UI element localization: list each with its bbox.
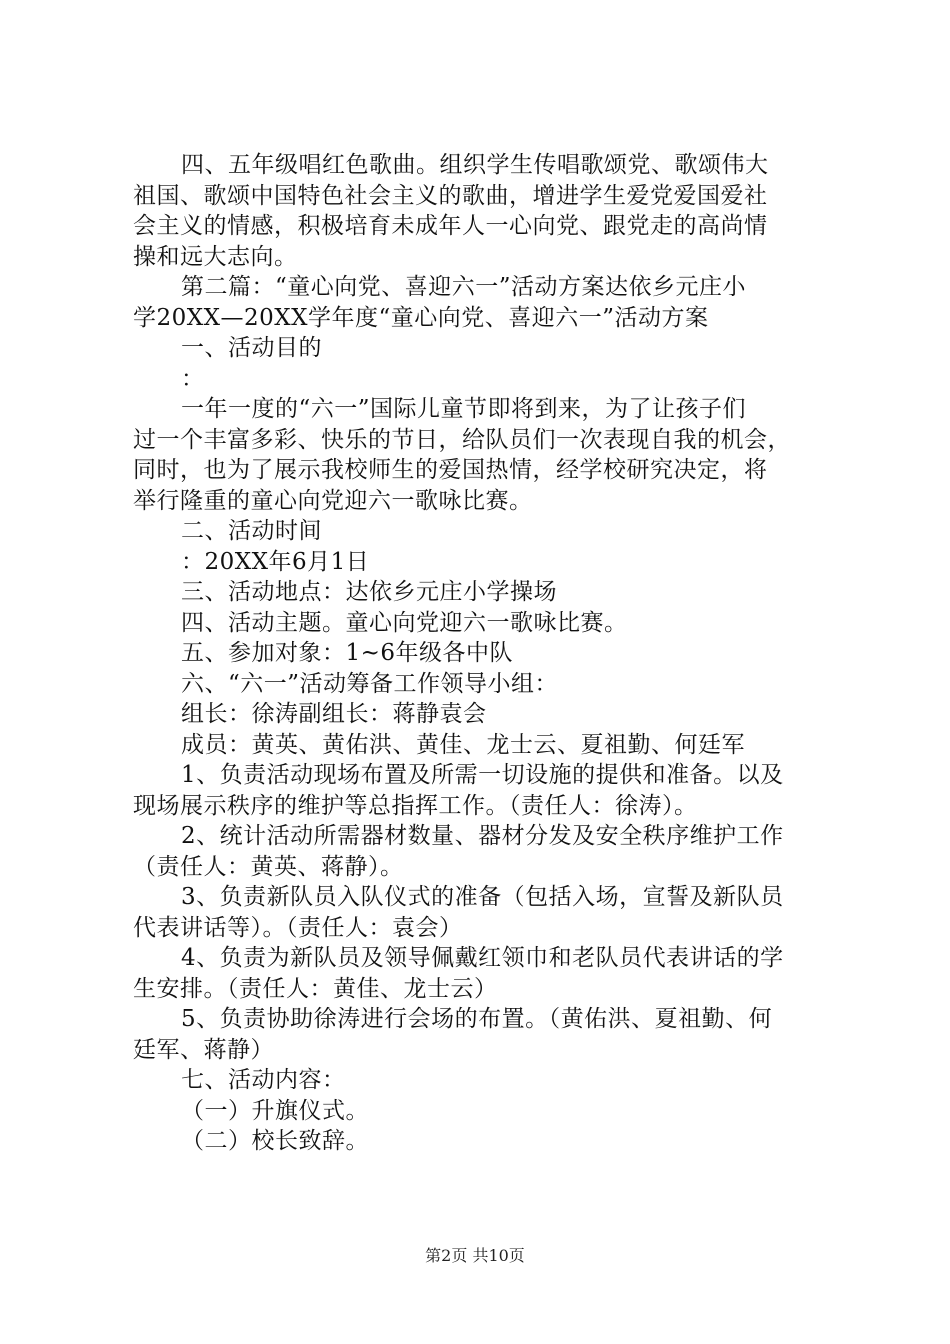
paragraph-line: 四、五年级唱红色歌曲。组织学生传唱歌颂党、歌颂伟大 <box>181 152 769 178</box>
heading-activity-time: 二、活动时间 <box>181 518 322 544</box>
duty-item-4-cont: 生安排。（责任人：黄佳、龙士云） <box>133 975 498 1002</box>
group-leaders: 组长：徐涛副组长：蒋静袁会 <box>181 701 487 727</box>
duty-item-3: 3、负责新队员入队仪式的准备（包括入场，宣誓及新队员 <box>181 884 784 910</box>
duty-item-3-cont: 代表讲话等）。（责任人：袁会） <box>133 914 463 941</box>
document-body <box>133 150 833 1157</box>
duty-item-5: 5、负责协助徐涛进行会场的布置。（黄佑洪、夏祖勤、何 <box>181 1006 773 1032</box>
duty-item-4: 4、负责为新队员及领导佩戴红领巾和老队员代表讲话的学 <box>181 945 784 971</box>
participants: 五、参加对象：1~6年级各中队 <box>181 640 514 666</box>
duty-item-5-cont: 廷军、蒋静） <box>133 1036 274 1063</box>
paragraph-line: 一年一度的“六一”国际儿童节即将到来，为了让孩子们 <box>181 396 747 422</box>
paragraph-line: 过一个丰富多彩、快乐的节日，给队员们一次表现自我的机会， <box>133 426 791 453</box>
section-heading-line: 第二篇：“童心向党、喜迎六一”活动方案达依乡元庄小 <box>181 274 747 300</box>
heading-leadership-group: 六、“六一”活动筹备工作领导小组： <box>181 670 559 697</box>
heading-activity-content: 七、活动内容： <box>181 1067 346 1093</box>
activity-date: ：20XX年6月1日 <box>181 548 370 575</box>
paragraph-line: 举行隆重的童心向党迎六一歌咏比赛。 <box>133 487 533 514</box>
section-heading-line: 学20XX—20XX学年度“童心向党、喜迎六一”活动方案 <box>133 304 709 331</box>
duty-item-2: 2、统计活动所需器材数量、器材分发及安全秩序维护工作 <box>181 823 784 849</box>
page-footer: 第2页 共10页 <box>425 1246 525 1265</box>
paragraph-line: 操和远大志向。 <box>133 243 298 270</box>
colon-line: ： <box>181 365 205 392</box>
paragraph-line: 会主义的情感，积极培育未成年人一心向党、跟党走的高尚情 <box>133 213 768 239</box>
duty-item-1-cont: 现场展示秩序的维护等总指挥工作。（责任人：徐涛）。 <box>133 792 698 819</box>
duty-item-1: 1、负责活动现场布置及所需一切设施的提供和准备。以及 <box>181 762 784 788</box>
paragraph-line: 同时，也为了展示我校师生的爱国热情，经学校研究决定，将 <box>133 457 768 483</box>
heading-activity-purpose: 一、活动目的 <box>181 335 322 361</box>
paragraph-line: 祖国、歌颂中国特色社会主义的歌曲，增进学生爱党爱国爱社 <box>133 182 768 209</box>
content-item-2: （二）校长致辞。 <box>181 1128 369 1154</box>
activity-theme: 四、活动主题。童心向党迎六一歌咏比赛。 <box>181 609 628 636</box>
group-members: 成员：黄英、黄佑洪、黄佳、龙士云、夏祖勤、何廷军 <box>181 731 745 758</box>
duty-item-2-cont: （责任人：黄英、蒋静）。 <box>133 853 404 880</box>
activity-location: 三、活动地点：达依乡元庄小学操场 <box>181 579 557 605</box>
content-item-1: （一）升旗仪式。 <box>181 1097 369 1124</box>
